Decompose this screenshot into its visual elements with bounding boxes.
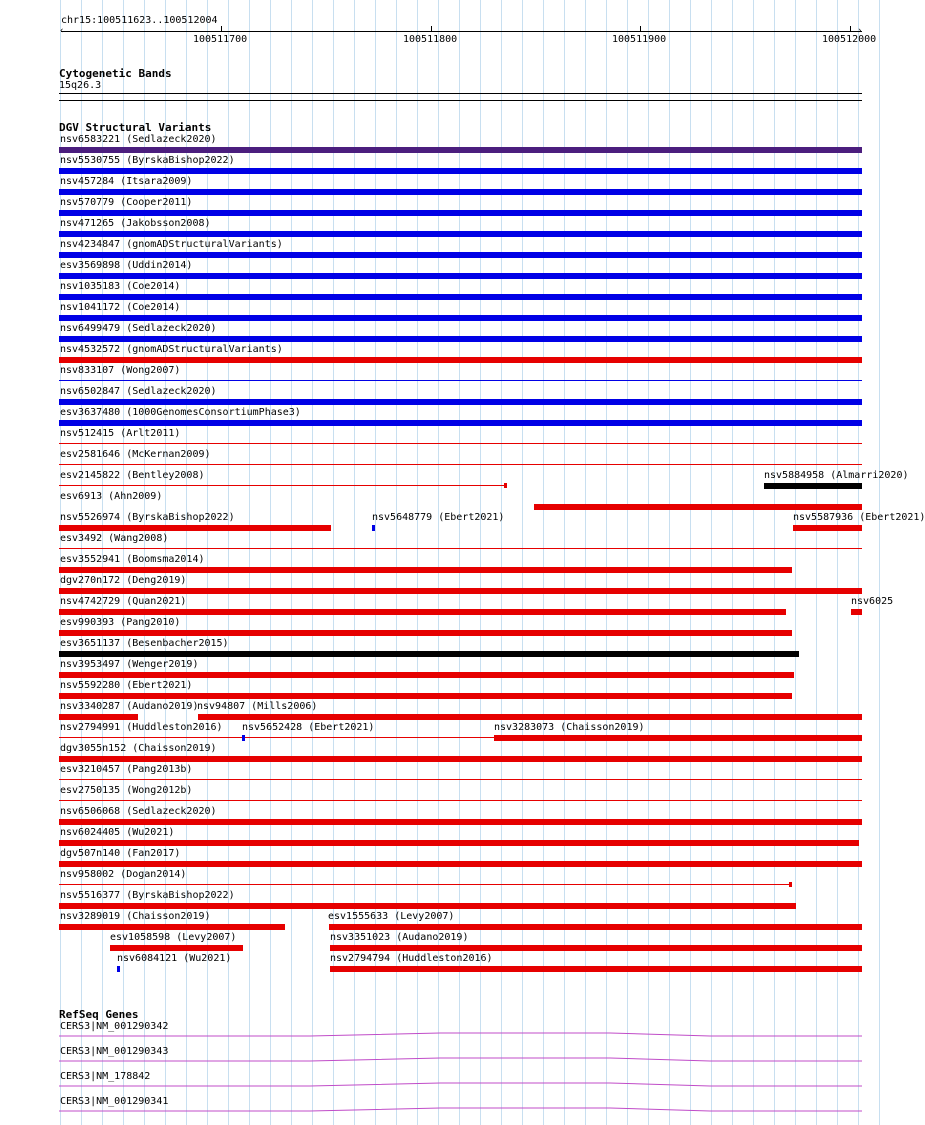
dgv-variant-bar[interactable]: [59, 567, 792, 573]
ruler-tick: [640, 26, 641, 31]
dgv-variant-bar[interactable]: [59, 420, 862, 426]
dgv-variant-bar[interactable]: [534, 504, 862, 510]
dgv-variant-bar[interactable]: [793, 525, 862, 531]
dgv-variant-bar[interactable]: [59, 714, 138, 720]
dgv-variant-label[interactable]: esv1555633 (Levy2007): [328, 911, 455, 922]
dgv-variant-bar[interactable]: [59, 273, 862, 279]
dgv-variant-bar[interactable]: [59, 609, 786, 615]
dgv-variant-bar[interactable]: [59, 399, 862, 405]
cytoband-bottom-line: [59, 100, 862, 101]
dgv-variant-label[interactable]: esv3637480 (1000GenomesConsortiumPhase3): [60, 407, 301, 418]
dgv-variant-label[interactable]: nsv3289019 (Chaisson2019): [60, 911, 211, 922]
dgv-variant-label[interactable]: nsv5526974 (ByrskaBishop2022): [60, 512, 235, 523]
ruler-tick-label: 100511900: [612, 34, 667, 45]
dgv-variant-label[interactable]: dgv507n140 (Fan2017): [60, 848, 181, 859]
cytoband-top-line: [59, 93, 862, 94]
dgv-variant-bar[interactable]: [59, 294, 862, 300]
dgv-variant-label[interactable]: nsv6499479 (Sedlazeck2020): [60, 323, 217, 334]
dgv-variant-bar[interactable]: [59, 800, 862, 801]
ruler-left-arrow-icon: ‹: [59, 26, 65, 36]
dgv-variant-bar[interactable]: [494, 735, 862, 741]
dgv-variant-bar[interactable]: [59, 756, 862, 762]
cytoband-track-title[interactable]: Cytogenetic Bands: [59, 67, 172, 80]
ruler-tick-label: 100511800: [403, 34, 458, 45]
dgv-variant-bar[interactable]: [59, 315, 862, 321]
dgv-variant-bar[interactable]: [59, 380, 862, 381]
dgv-variant-bar[interactable]: [59, 861, 862, 867]
dgv-variant-bar[interactable]: [59, 840, 859, 846]
dgv-variant-bar[interactable]: [59, 903, 796, 909]
dgv-variant-bar[interactable]: [59, 884, 790, 885]
dgv-variant-label[interactable]: nsv5592280 (Ebert2021): [60, 680, 193, 691]
dgv-variant-label[interactable]: nsv1041172 (Coe2014): [60, 302, 181, 313]
dgv-variant-bar[interactable]: [764, 483, 862, 489]
dgv-variant-bar[interactable]: [59, 443, 862, 444]
dgv-track-title[interactable]: DGV Structural Variants: [59, 121, 212, 134]
dgv-variant-label[interactable]: nsv5516377 (ByrskaBishop2022): [60, 890, 235, 901]
dgv-variant-label[interactable]: nsv471265 (Jakobsson2008): [60, 218, 211, 229]
refseq-track-title[interactable]: RefSeq Genes: [59, 1008, 139, 1021]
dgv-variant-bar[interactable]: [242, 735, 245, 741]
dgv-variant-label[interactable]: nsv833107 (Wong2007): [60, 365, 181, 376]
dgv-variant-bar[interactable]: [59, 168, 862, 174]
ruler-tick-label: 100511700: [193, 34, 248, 45]
dgv-variant-bar[interactable]: [59, 189, 862, 195]
dgv-variant-label[interactable]: esv3552941 (Boomsma2014): [60, 554, 205, 565]
dgv-variant-label[interactable]: esv3492 (Wang2008): [60, 533, 169, 544]
dgv-variant-label[interactable]: nsv512415 (Arlt2011): [60, 428, 181, 439]
refseq-gene-label[interactable]: CERS3|NM_001290341: [60, 1096, 169, 1107]
dgv-variant-label[interactable]: nsv5587936 (Ebert2021): [793, 512, 925, 523]
dgv-variant-end-marker[interactable]: [504, 483, 507, 488]
refseq-gene-label[interactable]: CERS3|NM_178842: [60, 1071, 151, 1082]
ruler-line: [61, 31, 862, 32]
dgv-variant-label[interactable]: dgv270n172 (Deng2019): [60, 575, 187, 586]
dgv-variant-bar[interactable]: [110, 945, 243, 951]
dgv-variant-label[interactable]: esv1058598 (Levy2007): [110, 932, 237, 943]
dgv-variant-label[interactable]: nsv3351023 (Audano2019): [330, 932, 469, 943]
dgv-variant-label[interactable]: esv2581646 (McKernan2009): [60, 449, 211, 460]
dgv-variant-bar[interactable]: [59, 548, 862, 549]
refseq-gene-intron-line[interactable]: [0, 1057, 890, 1065]
dgv-variant-bar[interactable]: [330, 966, 862, 972]
dgv-variant-label[interactable]: nsv6506068 (Sedlazeck2020): [60, 806, 217, 817]
ruler-right-arrow-icon: ›: [857, 26, 863, 36]
dgv-variant-label[interactable]: nsv2794794 (Huddleston2016): [330, 953, 493, 964]
dgv-variant-bar[interactable]: [198, 714, 862, 720]
dgv-variant-label[interactable]: nsv6583221 (Sedlazeck2020): [60, 134, 217, 145]
dgv-variant-label[interactable]: nsv5648779 (Ebert2021): [372, 512, 505, 523]
dgv-variant-bar[interactable]: [59, 672, 794, 678]
refseq-gene-label[interactable]: CERS3|NM_001290343: [60, 1046, 169, 1057]
dgv-variant-bar[interactable]: [59, 485, 507, 486]
ruler-tick: [850, 26, 851, 31]
dgv-variant-label[interactable]: nsv3283073 (Chaisson2019): [494, 722, 645, 733]
dgv-variant-label[interactable]: nsv6025: [851, 596, 894, 607]
dgv-variant-bar[interactable]: [59, 336, 862, 342]
dgv-variant-label[interactable]: nsv3340287 (Audano2019): [60, 701, 199, 712]
dgv-variant-label[interactable]: nsv6024405 (Wu2021): [60, 827, 175, 838]
dgv-variant-bar[interactable]: [59, 210, 862, 216]
dgv-variant-label[interactable]: nsv6502847 (Sedlazeck2020): [60, 386, 217, 397]
dgv-variant-bar[interactable]: [59, 252, 862, 258]
dgv-variant-label[interactable]: nsv457284 (Itsara2009): [60, 176, 193, 187]
ruler-tick: [431, 26, 432, 31]
refseq-gene-intron-line[interactable]: [0, 1107, 890, 1115]
dgv-variant-label[interactable]: esv2145822 (Bentley2008): [60, 470, 205, 481]
dgv-variant-label[interactable]: nsv5530755 (ByrskaBishop2022): [60, 155, 235, 166]
dgv-variant-bar[interactable]: [59, 819, 862, 825]
ruler-position: chr15:100511623..100512004: [61, 15, 218, 26]
grid-line: [879, 0, 880, 1125]
dgv-variant-bar[interactable]: [59, 464, 862, 465]
dgv-variant-bar[interactable]: [330, 945, 862, 951]
dgv-variant-bar[interactable]: [59, 525, 331, 531]
refseq-gene-label[interactable]: CERS3|NM_001290342: [60, 1021, 169, 1032]
dgv-variant-label[interactable]: esv6913 (Ahn2009): [60, 491, 163, 502]
dgv-variant-bar[interactable]: [59, 779, 862, 780]
dgv-variant-label[interactable]: nsv94807 (Mills2006): [197, 701, 318, 712]
dgv-variant-bar[interactable]: [59, 231, 862, 237]
dgv-variant-label[interactable]: dgv3055n152 (Chaisson2019): [60, 743, 217, 754]
dgv-variant-label[interactable]: nsv570779 (Cooper2011): [60, 197, 193, 208]
dgv-variant-end-marker[interactable]: [789, 882, 792, 887]
dgv-variant-bar[interactable]: [851, 609, 862, 615]
dgv-variant-bar[interactable]: [117, 966, 120, 972]
dgv-variant-bar[interactable]: [59, 924, 285, 930]
dgv-variant-label[interactable]: esv2750135 (Wong2012b): [60, 785, 193, 796]
dgv-variant-label[interactable]: nsv5884958 (Almarri2020): [764, 470, 909, 481]
dgv-variant-bar[interactable]: [59, 651, 799, 657]
dgv-variant-label[interactable]: nsv6084121 (Wu2021): [117, 953, 232, 964]
dgv-variant-label[interactable]: nsv1035183 (Coe2014): [60, 281, 181, 292]
dgv-variant-label[interactable]: nsv5652428 (Ebert2021): [242, 722, 375, 733]
dgv-variant-label[interactable]: nsv4742729 (Quan2021): [60, 596, 187, 607]
dgv-variant-label[interactable]: nsv958002 (Dogan2014): [60, 869, 187, 880]
dgv-variant-bar[interactable]: [59, 588, 862, 594]
refseq-gene-intron-line[interactable]: [0, 1032, 890, 1040]
ruler-tick: [221, 26, 222, 31]
dgv-variant-label[interactable]: esv3569898 (Uddin2014): [60, 260, 193, 271]
refseq-gene-intron-line[interactable]: [0, 1082, 890, 1090]
ruler-tick-label: 100512000: [822, 34, 877, 45]
dgv-variant-bar[interactable]: [59, 147, 862, 153]
dgv-variant-label[interactable]: nsv2794991 (Huddleston2016): [60, 722, 223, 733]
cytoband-label: 15q26.3: [59, 80, 102, 91]
dgv-variant-bar[interactable]: [59, 357, 862, 363]
dgv-variant-label[interactable]: esv990393 (Pang2010): [60, 617, 181, 628]
dgv-variant-bar[interactable]: [372, 525, 375, 531]
dgv-variant-bar[interactable]: [59, 630, 792, 636]
dgv-variant-label[interactable]: esv3651137 (Besenbacher2015): [60, 638, 229, 649]
dgv-variant-bar[interactable]: [329, 924, 862, 930]
dgv-variant-label[interactable]: esv3210457 (Pang2013b): [60, 764, 193, 775]
dgv-variant-label[interactable]: nsv3953497 (Wenger2019): [60, 659, 199, 670]
dgv-variant-label[interactable]: nsv4234847 (gnomADStructuralVariants): [60, 239, 283, 250]
dgv-variant-label[interactable]: nsv4532572 (gnomADStructuralVariants): [60, 344, 283, 355]
dgv-variant-bar[interactable]: [59, 693, 792, 699]
